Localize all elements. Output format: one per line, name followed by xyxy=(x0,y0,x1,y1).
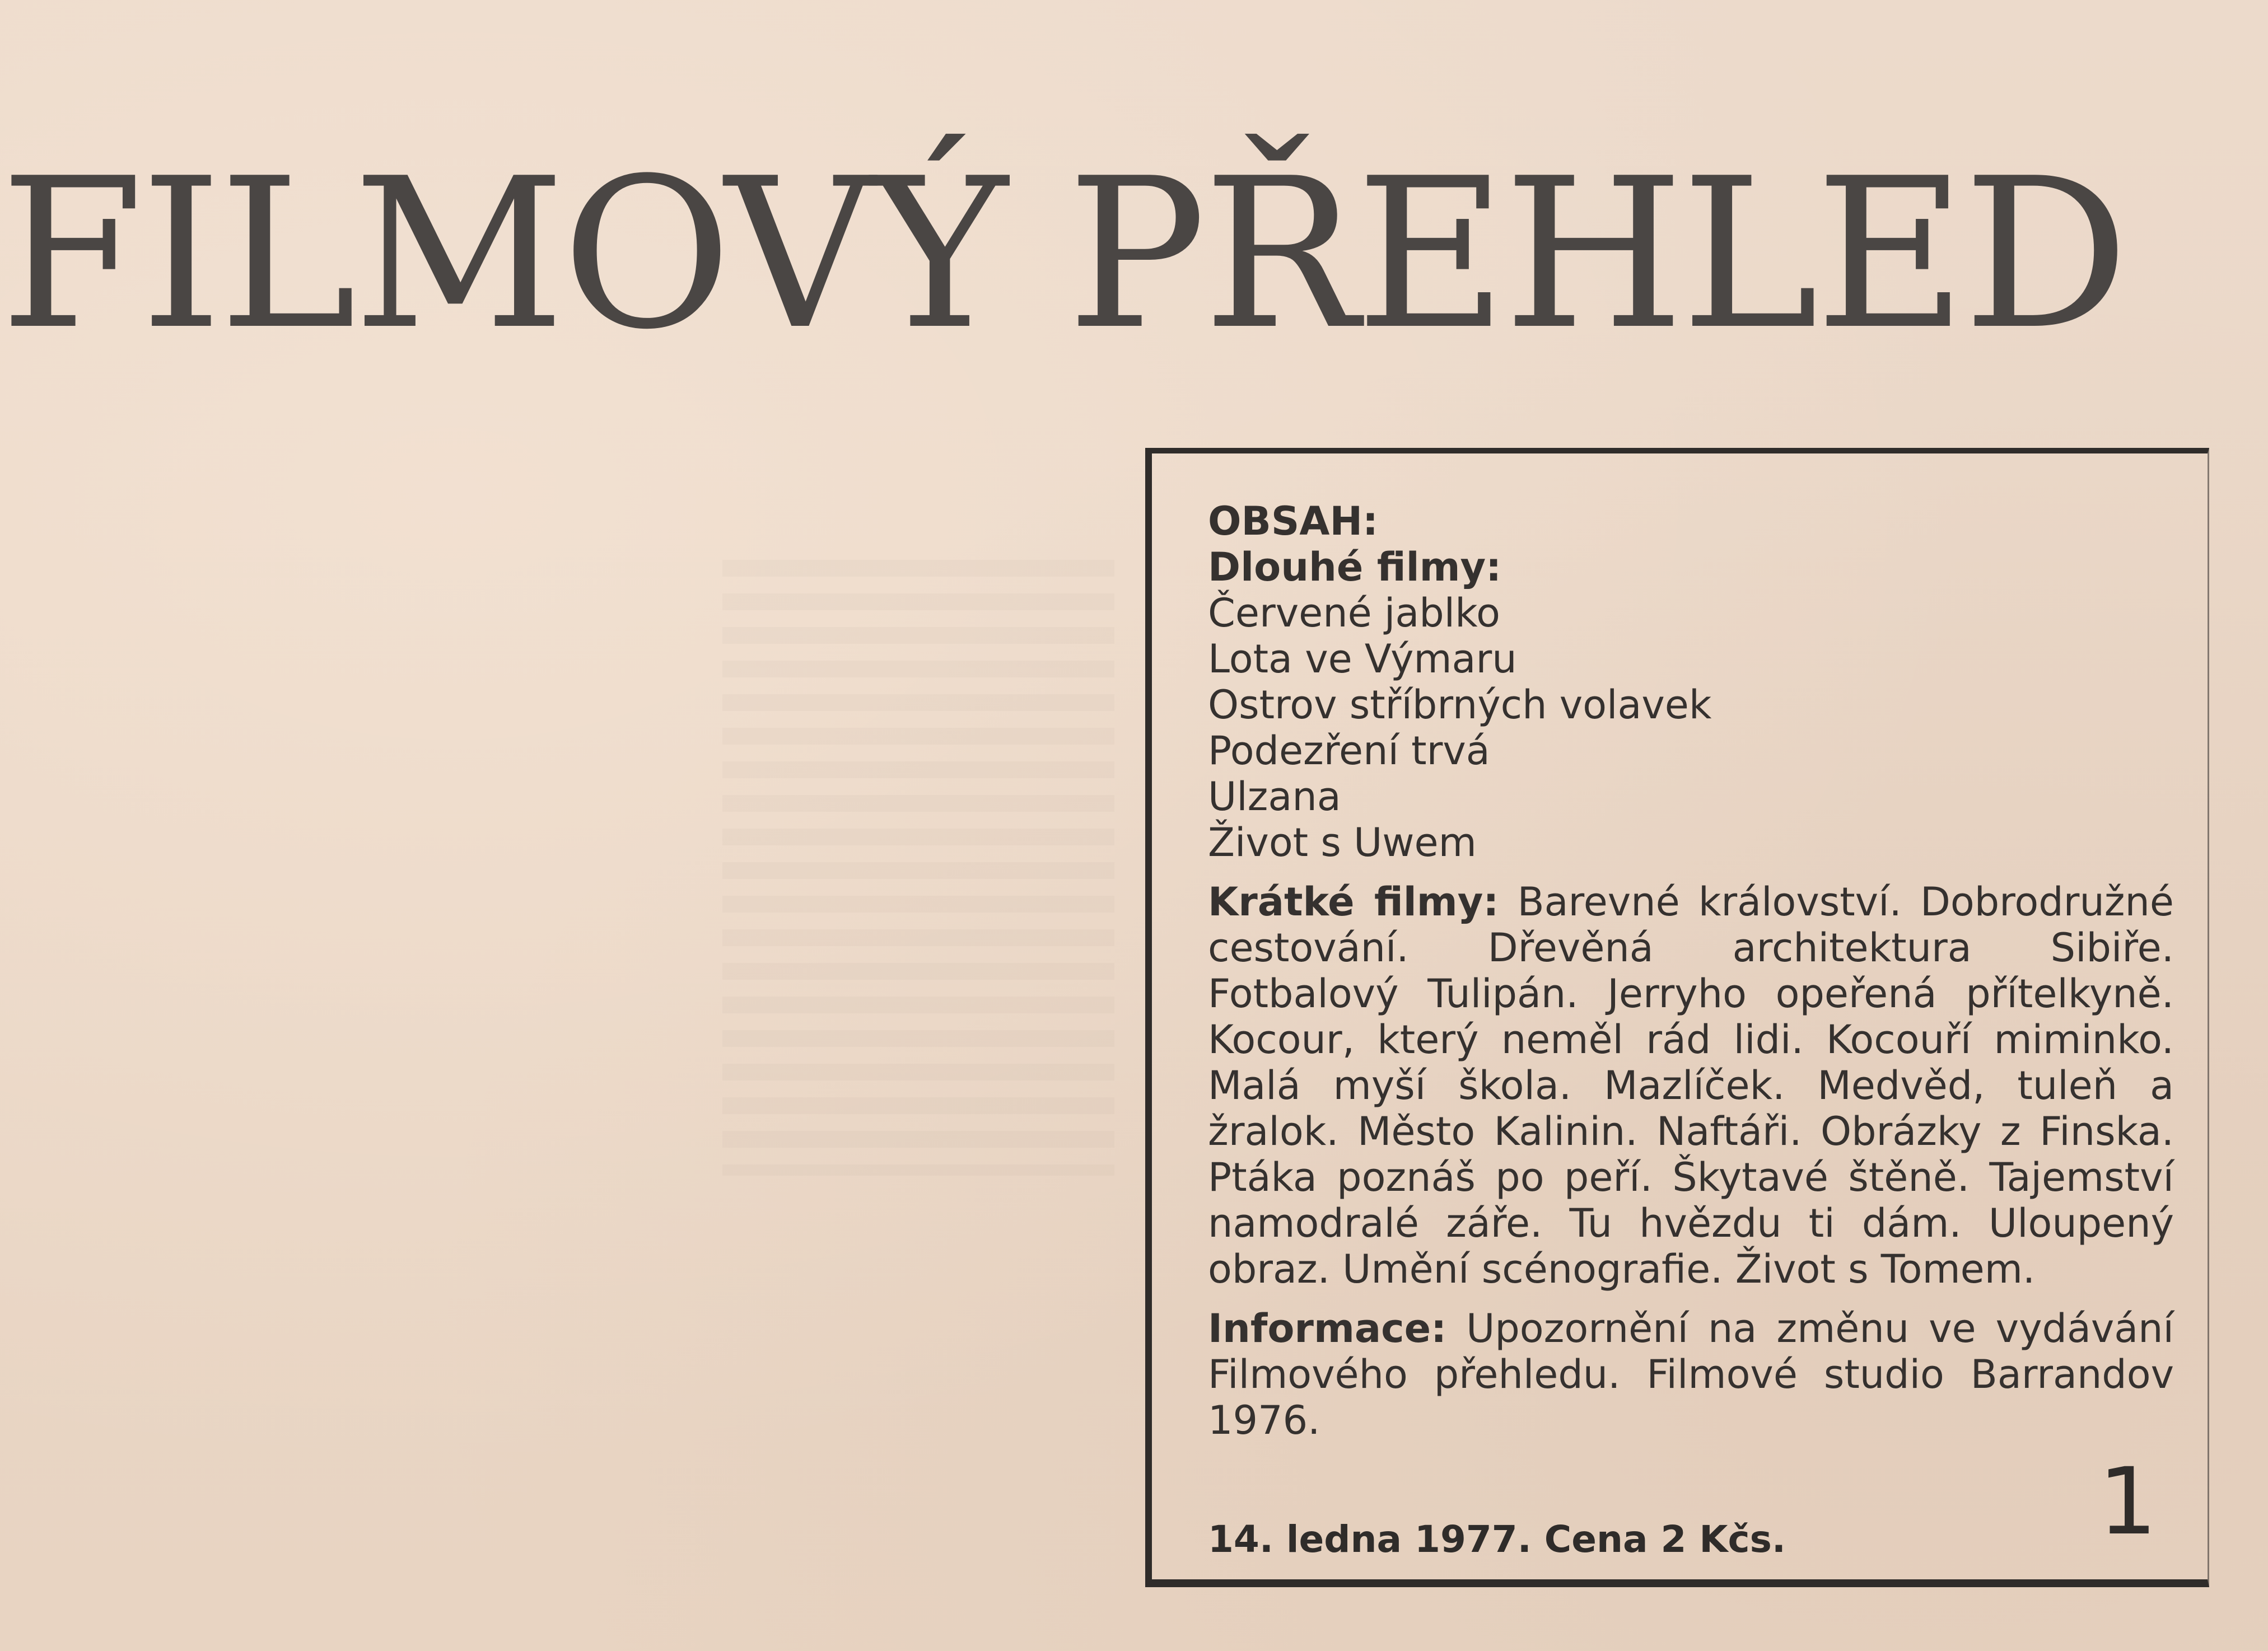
feature-film-item: Podezření trvá xyxy=(1208,728,1490,774)
issue-date-price: 14. ledna 1977. Cena 2 Kčs. xyxy=(1208,1518,1786,1561)
feature-film-item: Červené jablko xyxy=(1208,590,1500,636)
issue-number: 1 xyxy=(2098,1448,2157,1555)
feature-film-item: Život s Uwem xyxy=(1208,820,1477,866)
short-films-label: Krátké filmy: xyxy=(1208,879,1499,925)
contents-box xyxy=(1145,448,2209,1587)
information-label: Informace: xyxy=(1208,1306,1447,1351)
contents-heading: OBSAH: xyxy=(1208,498,1379,544)
information-text: Upozornění na změnu ve vydávání Filmového přehledu. Filmové studio Barrandov 1976. xyxy=(1208,1306,2174,1443)
contents-text xyxy=(1208,498,2174,1443)
short-films-paragraph xyxy=(1208,879,2174,1292)
masthead-title: FILMOVÝ PŘEHLED xyxy=(0,134,2126,375)
feature-films-label: Dlouhé filmy: xyxy=(1208,544,1502,590)
feature-film-item: Ulzana xyxy=(1208,774,1341,820)
information-paragraph xyxy=(1208,1306,2174,1443)
feature-film-item: Lota ve Výmaru xyxy=(1208,636,1517,682)
short-films-list: Barevné království. Dobrodružné cestování. Dřevěná architektura Sibiře. Fotbalový Tulipán. Jerryho opeřená přítelkyně. Kocour, který neměl rád lidi. Kocouří miminko. Malá myší škola. Mazlíček. Medvěd, tuleň a žralok. Město Kalinin. Naftáři. Obrázky z Finska. Ptáka poznáš po peří. Škytavé štěně. Tajemství namodralé záře. Tu hvězdu ti dám. Uloupený obraz. Umění scénografie. Život s Tomem. xyxy=(1208,879,2174,1292)
feature-film-item: Ostrov stříbrných volavek xyxy=(1208,682,1712,728)
bleed-through-text xyxy=(722,560,1114,1176)
